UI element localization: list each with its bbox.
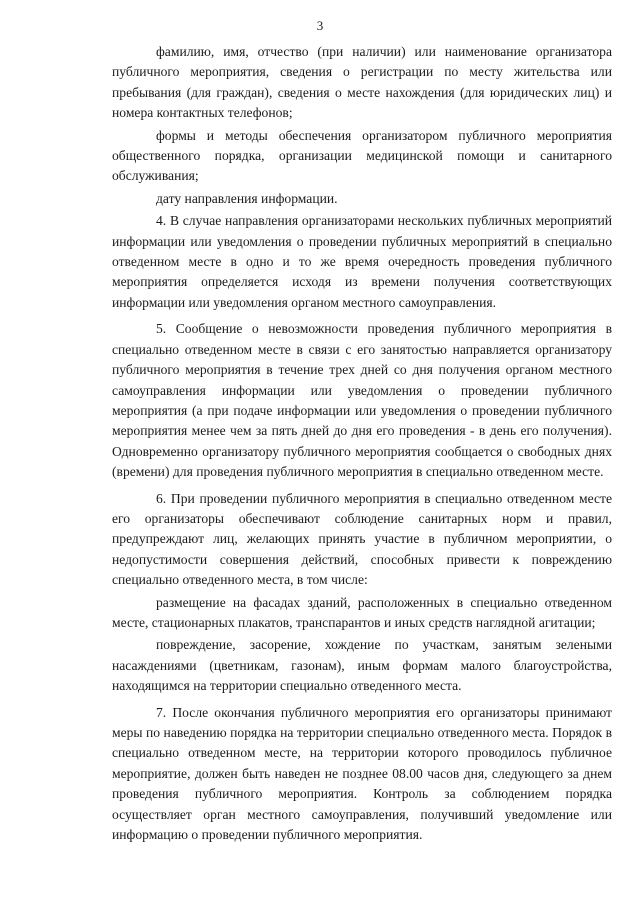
paragraph-item-6-facades: размещение на фасадах зданий, расположенных в специально отведенном месте, стационарных плакатов, транспарантов и иных средств наглядной агитации; [112, 594, 612, 630]
paragraph-organizer-details: фамилию, имя, отчество (при наличии) или наименование организатора публичного мероприятия, сведения о регистрации по месту жительства или пребывания (для граждан), сведения о месте нахождения (для юридических лиц) и номера контактных телефонов; [112, 44, 612, 121]
page-number: 3 [316, 18, 324, 33]
paragraph-item-7: 7. После окончания публичного мероприятия его организаторы принимают меры по наведению порядка на территории специально отведенного места. Порядок в специально отведенном месте, на территории которого проводилось публичное мероприятие, должен быть наведен не позднее 08.00 часов дня, следующего за днем проведения публичного мероприятия. Контроль за соблюдением порядка осуществляет орган местного самоуправления, получивший уведомление или информацию о проведении публичного мероприятия. [112, 704, 612, 843]
paragraph-item-4: 4. В случае направления организаторами нескольких публичных мероприятий информации или уведомления о проведении публичных мероприятий в специально отведенном месте в одно и то же время очередность проведения публичного мероприятия определяется исходя из времени получения соответствующих информации или уведомления органом местного самоуправления. [112, 213, 612, 310]
paragraph-item-6: 6. При проведении публичного мероприятия в специально отведенном месте его организаторы обеспечивают соблюдение санитарных норм и правил, предупреждают лиц, желающих принять участие в публичном мероприятии, о недопустимости совершения действий, способных привести к повреждению специально отведенного места, в том числе: [112, 490, 612, 588]
document-body [112, 42, 612, 847]
paragraph-date-of-information: дату направления информации. [156, 190, 338, 206]
paragraph-forms-and-methods: формы и методы обеспечения организатором публичного мероприятия общественного порядка, организации медицинской помощи и санитарного обслуживания; [112, 127, 612, 184]
paragraph-item-6-greenery: повреждение, засорение, хождение по участкам, занятым зелеными насаждениями (цветникам, газонам), иным формам малого благоустройства, находящимся на территории специально отведенного места. [112, 637, 612, 694]
paragraph-item-5: 5. Сообщение о невозможности проведения публичного мероприятия в специально отведенном месте в связи с его занятостью направляется организатору публичного мероприятия в течение трех дней со дня получения органом местного самоуправления информации или уведомления о проведении публичного мероприятия (а при подаче информации или уведомления о проведении публичного мероприятия менее чем за пять дней до дня его проведения - в день его получения). Одновременно организатору публичного мероприятия сообщается о свободных днях (времени) для проведения публичного мероприятия в специально отведенном месте. [112, 321, 612, 480]
